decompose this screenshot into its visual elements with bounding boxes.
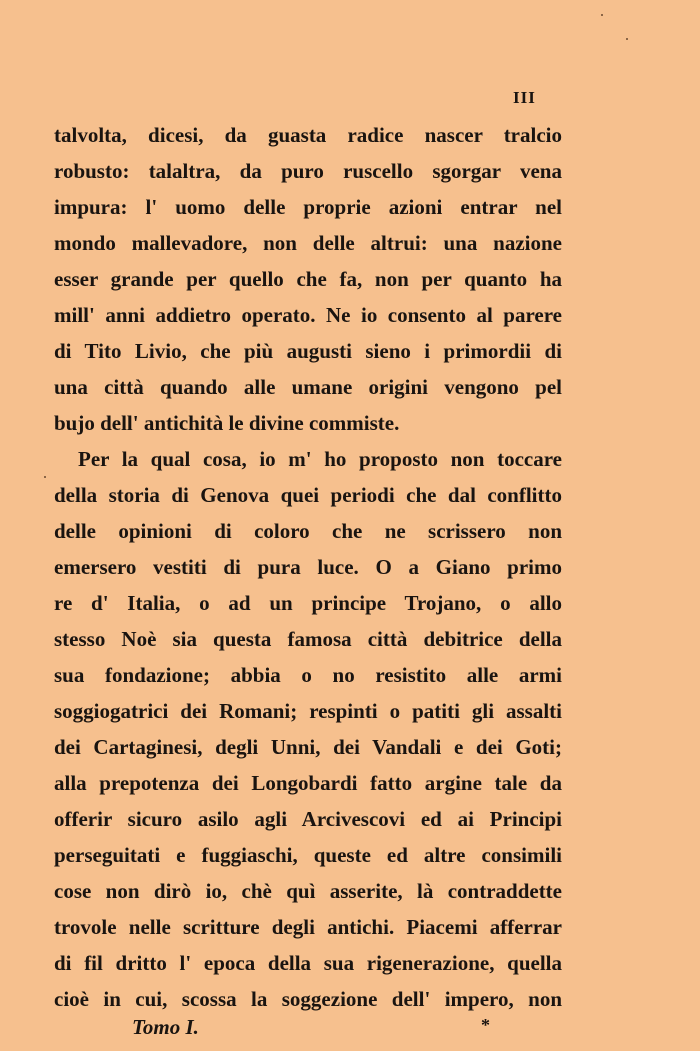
text-line: robusto: talaltra, da puro ruscello sgorgar vena — [54, 159, 562, 183]
paper-speck — [601, 14, 603, 16]
text-line: stesso Noè sia questa famosa città debitrice della — [54, 627, 562, 651]
text-line: talvolta, dicesi, da guasta radice nascer tralcio — [54, 123, 562, 147]
text-line: di Tito Livio, che più augusti sieno i primordii di — [54, 339, 562, 363]
text-line: soggiogatrici dei Romani; respinti o patiti gli assalti — [54, 699, 562, 723]
text-line: trovole nelle scritture degli antichi. Piacemi afferrar — [54, 915, 562, 939]
text-line: emersero vestiti di pura luce. O a Giano primo — [54, 555, 562, 579]
text-line: mill' anni addietro operato. Ne io consento al parere — [54, 303, 562, 327]
body-text — [54, 117, 562, 1017]
signature-mark: Tomo I. — [132, 1015, 199, 1039]
text-line: una città quando alle umane origini vengono pel — [54, 375, 562, 399]
text-line: cioè in cui, scossa la soggezione dell' impero, non — [54, 987, 562, 1011]
text-line: della storia di Genova quei periodi che dal conflitto — [54, 483, 562, 507]
text-line: mondo mallevadore, non delle altrui: una nazione — [54, 231, 562, 255]
text-line: alla prepotenza dei Longobardi fatto argine tale da — [54, 771, 562, 795]
asterisk-mark: * — [481, 1015, 490, 1035]
text-line: cose non dirò io, chè quì asserite, là contraddette — [54, 879, 562, 903]
paper-speck — [44, 476, 46, 478]
text-line: offerir sicuro asilo agli Arcivescovi ed ai Principi — [54, 807, 562, 831]
paragraph-end-line: bujo dell' antichità le divine commiste. — [54, 411, 400, 435]
text-line: dei Cartaginesi, degli Unni, dei Vandali e dei Goti; — [54, 735, 562, 759]
text-line: re d' Italia, o ad un principe Trojano, o allo — [54, 591, 562, 615]
page-number: III — [513, 88, 536, 107]
text-line: esser grande per quello che fa, non per quanto ha — [54, 267, 562, 291]
paragraph-start-line: Per la qual cosa, io m' ho proposto non toccare — [78, 447, 562, 471]
text-line: delle opinioni di coloro che ne scrissero non — [54, 519, 562, 543]
paper-speck — [626, 38, 628, 40]
text-line: di fil dritto l' epoca della sua rigenerazione, quella — [54, 951, 562, 975]
text-line: perseguitati e fuggiaschi, queste ed altre consimili — [54, 843, 562, 867]
text-line: impura: l' uomo delle proprie azioni entrar nel — [54, 195, 562, 219]
text-line: sua fondazione; abbia o no resistito alle armi — [54, 663, 562, 687]
